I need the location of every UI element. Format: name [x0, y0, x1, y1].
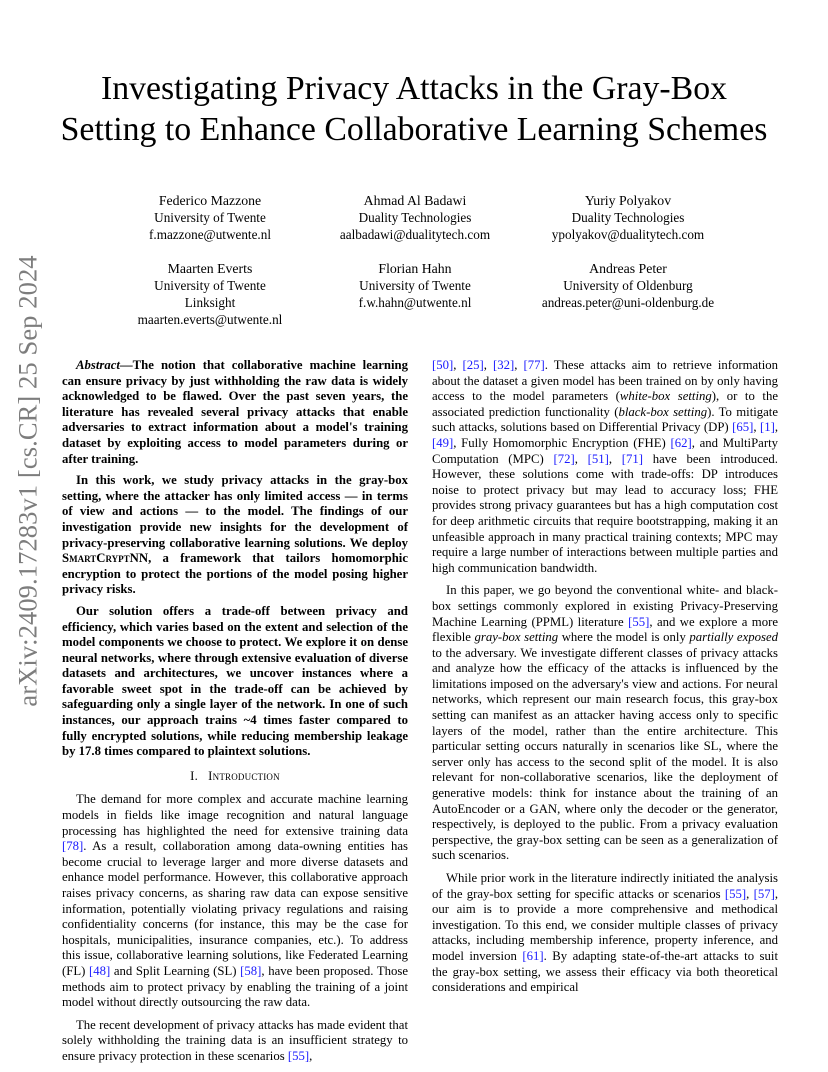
citation-link[interactable]: [ 55 ]	[628, 615, 649, 629]
paper-title: Investigating Privacy Attacks in the Gray-Box Setting to Enhance Collaborative Learning Schemes	[60, 70, 768, 148]
author-6	[503, 260, 753, 311]
author-name: Maarten Everts	[167, 261, 253, 276]
text-run: While prior work in the literature indirectly initiated the analysis of the gray-box setting for specific attacks or scenarios	[432, 871, 778, 901]
text-run: ,	[309, 1048, 313, 1063]
author-affiliation: University of Oldenburg	[563, 278, 693, 293]
author-3	[503, 192, 753, 243]
abstract-p1: —The notion that collaborative machine learning can ensure privacy by just withholding the raw data is widely acknowledged to be flawed. Over the past seven years, the literature has revealed several privacy attacks that enable adversaries to extract information about a model's training dataset by exploiting access to model parameters during or after training.	[62, 358, 408, 466]
citation-link[interactable]: [ 71 ]	[622, 452, 643, 466]
author-affiliation: Duality Technologies	[358, 210, 472, 225]
text-run: . By adapting state-of-the-art attacks to suit the gray-box setting, we assess their efficacy via both theoretical considerations and empirical	[432, 948, 778, 995]
text-run: and Split Learning (SL)	[110, 963, 241, 978]
author-name: Florian Hahn	[378, 261, 452, 276]
citation-link[interactable]: [ 50 ]	[432, 358, 453, 372]
intro-paragraph-2-cont: [ 50 ] , [ 25 ] , [ 32 ] , [ 77 ] . These attacks aim to retrieve information about the dataset a given model has been trained on by only having access to the model parameters (white-box setting), or to the associated prediction functionality (black-box setting). To mitigate such attacks, solutions based on Differential Privacy (DP) [ 65 ] , [ 1 ] , [ 49 ] , Fully Homomorphic Encryption (FHE) [ 62 ] , and MultiParty Computation (MPC) [ 72 ] , [ 51 ] , [ 71 ] have been introduced. However, these solutions come with trade-offs: DP introduces noise to protect privacy but may lead to accuracy loss; FHE provides strong privacy guarantees but has a high computation cost for deep arithmetic circuits that require bootstrapping, making it an unfeasible approach in many practical training contexts; MPC may require a large number of interactions between multiple parties and high communication bandwidth.	[432, 358, 778, 576]
section-number: I.	[190, 768, 198, 783]
citation-link[interactable]: [ 57 ]	[754, 887, 775, 901]
citation-link[interactable]: [ 58 ]	[240, 964, 261, 978]
text-run: The demand for more complex and accurate machine learning models in fields like image recognition and natural language processing has highlighted the need for extensive training data	[62, 792, 408, 838]
text-run: ), or to the associated prediction functionality (	[432, 389, 778, 419]
author-email: ypolyakov@dualitytech.com	[551, 227, 705, 242]
author-affiliation-2: Linksight	[184, 295, 236, 310]
author-name: Andreas Peter	[589, 261, 667, 276]
citation-link[interactable]: [ 77 ]	[524, 358, 545, 372]
author-affiliation: Duality Technologies	[571, 210, 685, 225]
author-email: andreas.peter@uni-oldenburg.de	[541, 295, 715, 310]
section-heading-introduction	[62, 769, 408, 785]
citation-link[interactable]: [ 49 ]	[432, 436, 453, 450]
text-run: . As a result, collaboration among data-owning entities has become crucial to leverage larger and more diverse datasets and enhance model performance. However, this collaborative approach raises privacy concerns, as sharing raw data can expose sensitive information, potentially violating privacy regulations and raising confidentiality concerns (for instance, this may be the case for hospitals, municipalities, insurance companies, etc.). To address this issue, collaborative learning solutions, like Federated Learning (FL)	[62, 839, 408, 978]
emphasis: white-box setting	[619, 389, 712, 404]
author-name: Ahmad Al Badawi	[363, 193, 467, 208]
framework-name: SmartCryptNN	[62, 551, 149, 566]
text-run: , and we explore a more flexible	[432, 614, 778, 645]
emphasis: gray-box setting	[474, 630, 559, 645]
text-run: , have been proposed. Those methods aim to protect privacy by enabling the training of a joint model without directly outsourcing the raw data.	[62, 963, 409, 1010]
abstract-p2-a: In this work, we study privacy attacks in the gray-box setting, where the attacker has only limited access — in terms of view and actions — to the model. The findings of our investigation provide new insights for the development of privacy-preserving collaborative learning solutions. We deploy	[62, 473, 408, 550]
author-affiliation: University of Twente	[154, 278, 266, 293]
text-run: , Fully Homomorphic Encryption (FHE)	[453, 435, 671, 450]
abstract-label: Abstract	[76, 358, 120, 372]
author-email: aalbadawi@dualitytech.com	[339, 227, 491, 242]
citation-link[interactable]: [ 25 ]	[463, 358, 484, 372]
abstract-p3: Our solution offers a trade-off between privacy and efficiency, which varies based on the extent and selection of the model components we choose to protect. We explore it on dense neural networks, where through extensive evaluation of diverse datasets and architectures, we uncover instances where a favorable sweet spot in the trade-off can be achieved by safeguarding only a single layer of the network. In one of such instances, our approach trains ~4 times faster compared to fully encrypted solutions, while reducing membership leakage by 17.8 times compared to plaintext solutions.	[62, 603, 408, 759]
citation-link[interactable]: [ 62 ]	[670, 436, 691, 450]
author-email: f.w.hahn@utwente.nl	[358, 295, 472, 310]
text-run: where the model is only	[558, 630, 690, 645]
citation-link[interactable]: [ 1 ]	[760, 420, 775, 434]
citation-link[interactable]: [ 65 ]	[732, 420, 753, 434]
abstract-p2-b: , a framework that tailors homomorphic encryption to protect the portions of the model posing higher privacy risks.	[62, 551, 408, 597]
author-affiliation: University of Twente	[359, 278, 471, 293]
text-run: ). To mitigate such attacks, solutions based on Differential Privacy (DP)	[432, 404, 779, 435]
text-run: . These attacks aim to retrieve information about the dataset a given model has been trained on by only having access to the model parameters (	[432, 358, 779, 404]
intro-paragraph-3	[432, 583, 778, 864]
citation-link[interactable]: [ 78 ]	[62, 839, 83, 853]
citation-link[interactable]: [ 72 ]	[553, 452, 574, 466]
section-title: Introduction	[208, 768, 280, 783]
citation-link[interactable]: [ 51 ]	[588, 452, 609, 466]
text-run: The recent development of privacy attacks has made evident that solely withholding the training data is an insufficient strategy to ensure privacy protection in these scenarios	[62, 1017, 408, 1063]
citation-link[interactable]: [ 61 ]	[522, 949, 543, 963]
right-column	[432, 358, 778, 1003]
intro-paragraph-2	[62, 1018, 408, 1065]
arxiv-identifier: arXiv:2409.17283v1 [cs.CR] 25 Sep 2024	[12, 255, 43, 707]
citation-link[interactable]: [ 55 ]	[725, 887, 746, 901]
emphasis: black-box setting	[618, 404, 708, 419]
citation-link[interactable]: [ 32 ]	[493, 358, 514, 372]
author-name: Federico Mazzone	[158, 193, 262, 208]
text-run: to the adversary. We investigate different classes of privacy attacks and analyze how the efficacy of the attacks is influenced by the limitations imposed on the adversary's view and actions. For neural networks, which represent our main research focus, this gray-box setting can manifest as an attacker having access only to specific layers of the model, rather than the entire architecture. This particular setting occurs naturally in scenarios like SL, where the server only has access to the second split of the model. It is also relevant for non-collaborative scenarios, like the deployment of generative models: think for instance about the training of an AutoEncoder or a GAN, where only the decoder or the generator, respectively, is deployed to the public. From a privacy evaluation perspective, the gray-box setting can be seen as a generalization of such scenarios.	[432, 645, 778, 863]
text-run: , and MultiParty Computation (MPC)	[432, 435, 778, 466]
author-email: f.mazzone@utwente.nl	[149, 227, 271, 242]
author-affiliation: University of Twente	[154, 210, 266, 225]
citation-link[interactable]: [ 55 ]	[288, 1049, 309, 1063]
left-column	[62, 358, 408, 1072]
text-run: , our aim is to provide a more comprehensive and methodical investigation. To this end, we consider multiple classes of privacy attacks, including membership inference, property inference, and model inversion	[432, 886, 778, 963]
emphasis: partially exposed	[689, 630, 778, 645]
abstract	[62, 358, 408, 760]
intro-paragraph-1	[62, 792, 408, 1010]
text-run: have been introduced. However, these solutions come with trade-offs: DP introduces noise to protect privacy but may lead to accuracy loss; FHE provides strong privacy guarantees but has a high computation cost for deep arithmetic circuits that require bootstrapping, making it an unfeasible approach in many practical training contexts; MPC may require a large number of interactions between multiple parties and high communication bandwidth.	[432, 451, 778, 575]
author-name: Yuriy Polyakov	[584, 193, 672, 208]
citation-link[interactable]: [ 48 ]	[89, 964, 110, 978]
text-run: In this paper, we go beyond the conventional white- and black-box settings commonly explored in existing Privacy-Preserving Machine Learning (PPML) literature	[432, 583, 778, 629]
intro-paragraph-4: While prior work in the literature indirectly initiated the analysis of the gray-box setting for specific attacks or scenarios [ 55 ] , [ 57 ] , our aim is to provide a more comprehensive and methodical investigation. To this end, we consider multiple classes of privacy attacks, including membership inference, property inference, and model inversion [ 61 ] . By adapting state-of-the-art attacks to suit the gray-box setting, we assess their efficacy via both theoretical considerations and empirical	[432, 871, 778, 996]
author-email: maarten.everts@utwente.nl	[137, 312, 283, 327]
